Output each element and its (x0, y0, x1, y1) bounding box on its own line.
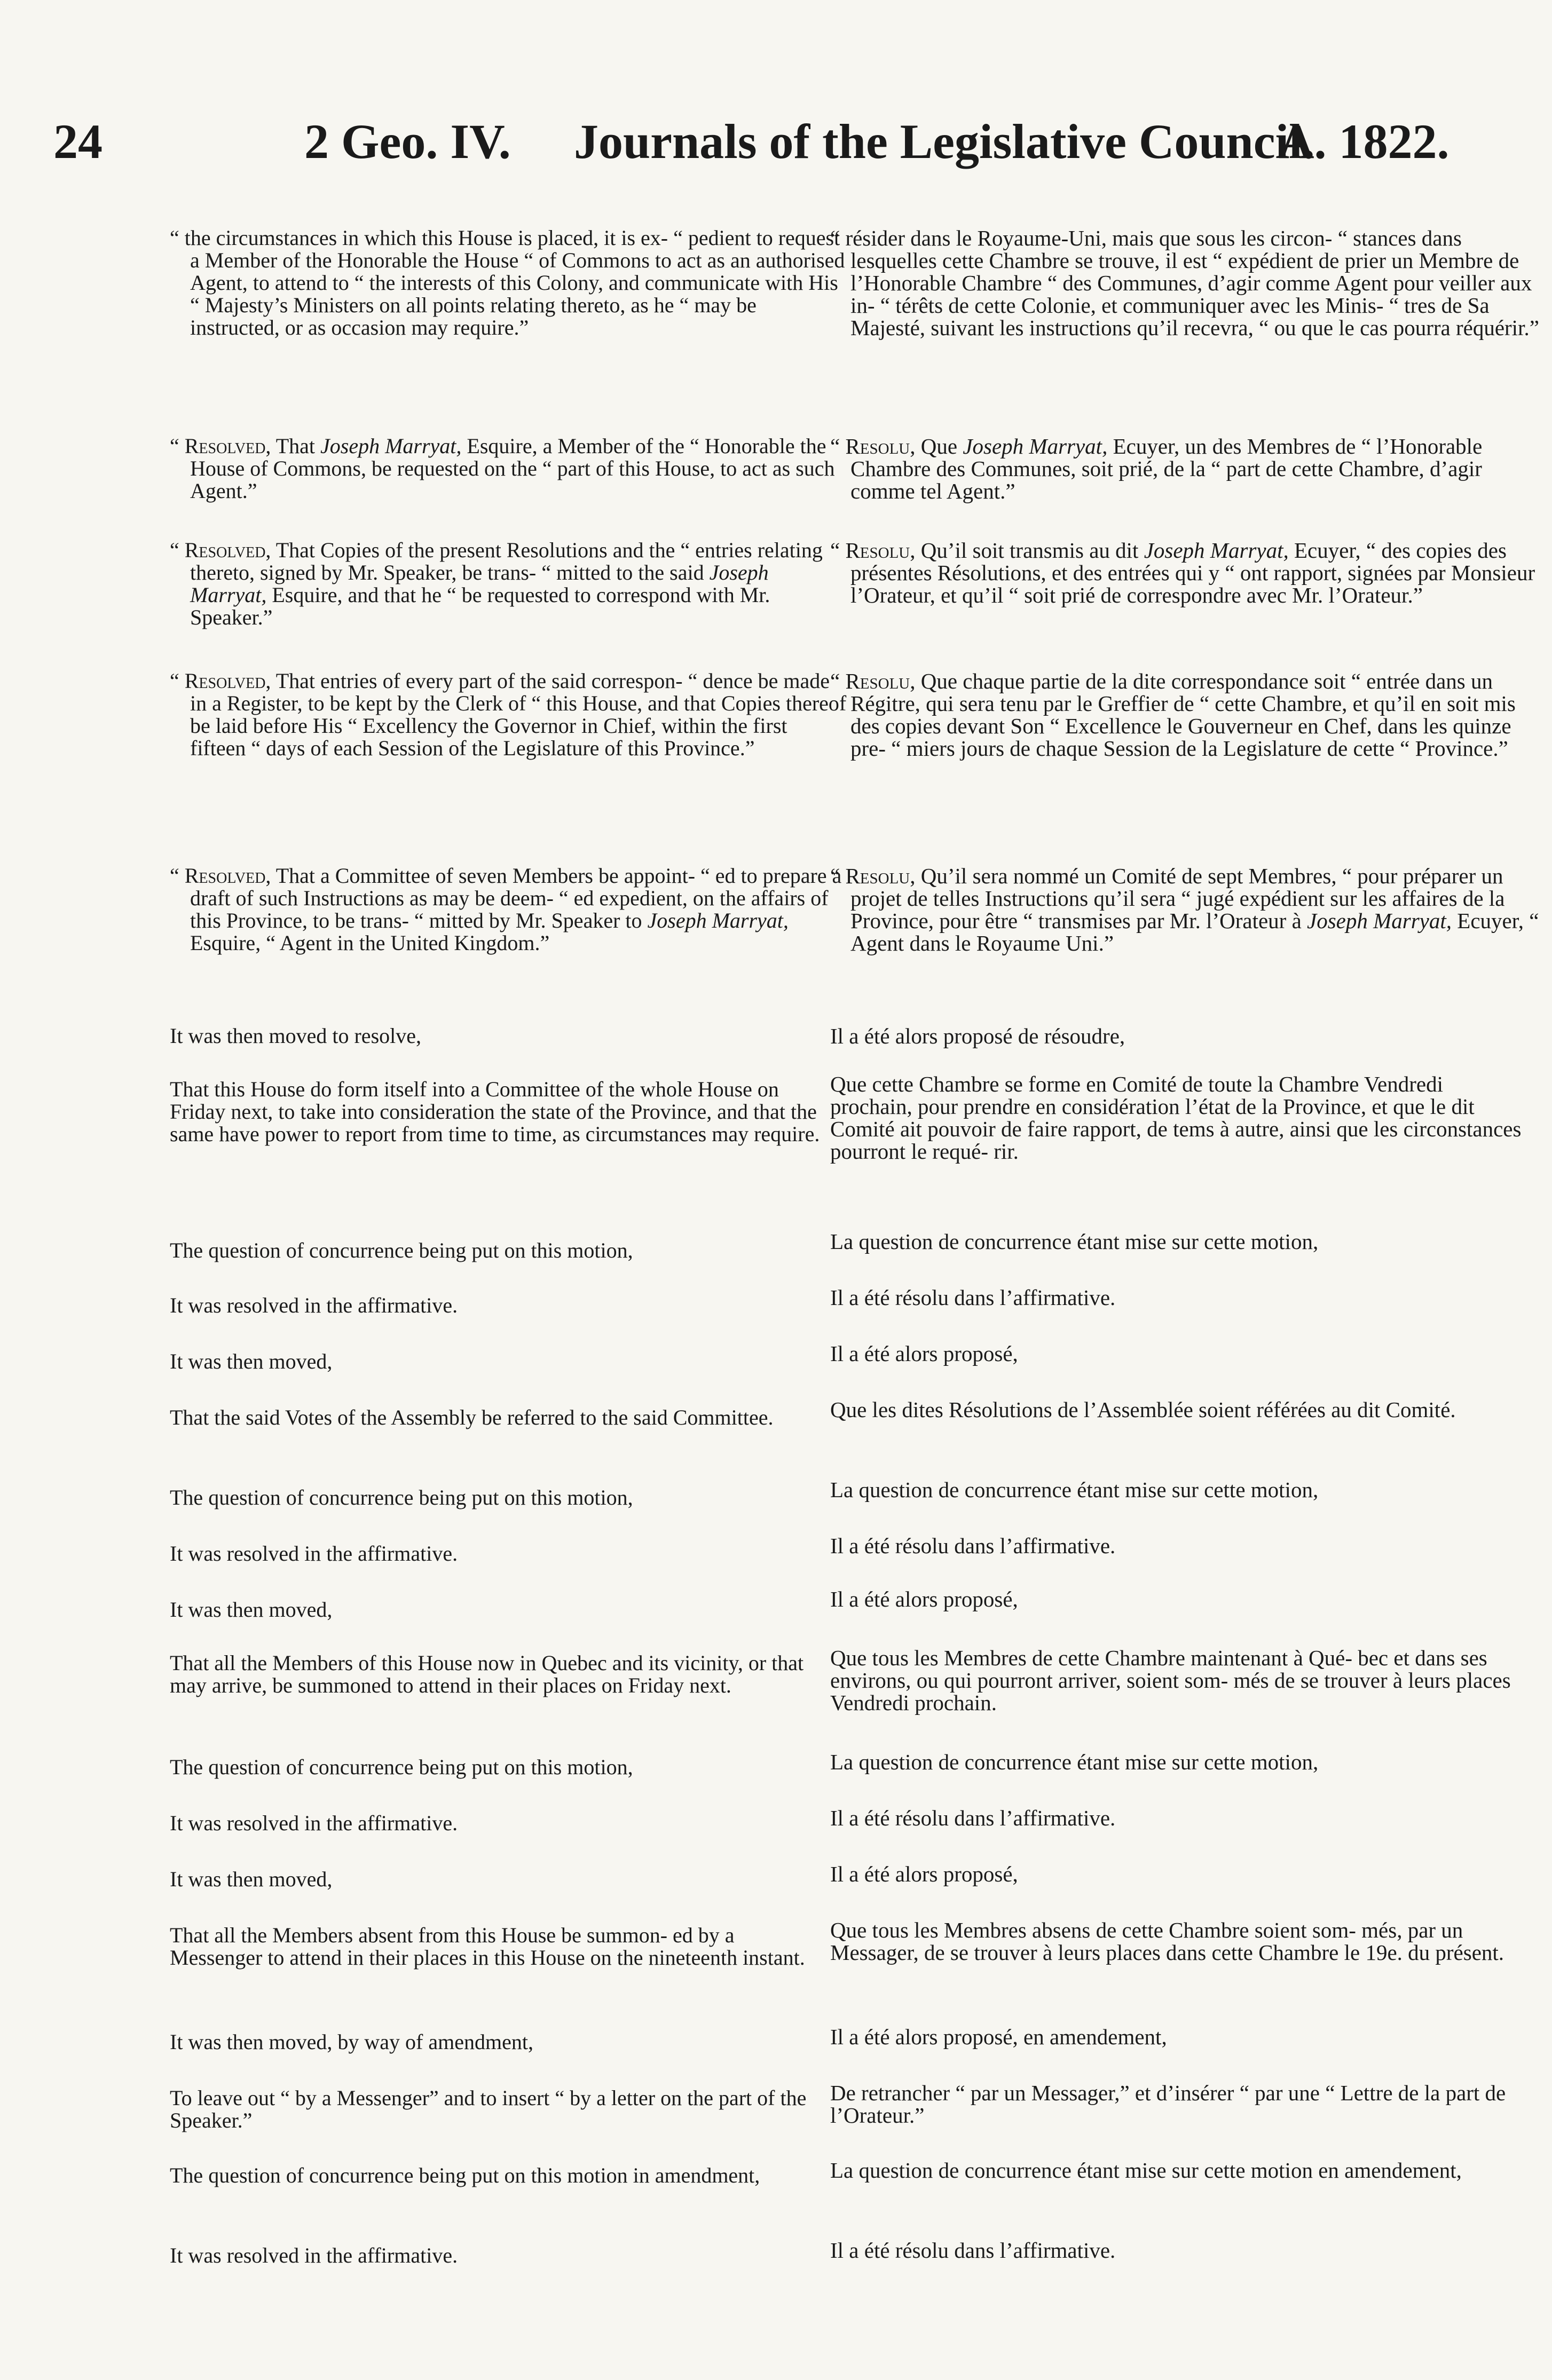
resolu-label: “ Resolu, (830, 434, 916, 458)
en-block-7: That this House do form itself into a Committee of the whole House on Friday next, to take into consideration the state of the Province, and that the same have power to report from time to time, as circumstances may require. (170, 1077, 820, 1146)
en-block-17: It was resolved in the affirmative. (170, 1811, 458, 1835)
en-block-15: That all the Members of this House now in Quebec and its vicinity, or that may arrive, be summoned to attend in their places on Friday next. (170, 1651, 804, 1697)
en-block-18: It was then moved, (170, 1867, 333, 1891)
fr-block-10: Il a été alors proposé, (830, 1341, 1018, 1366)
page-header (53, 109, 1506, 179)
resolu-label: “ Resolu, (830, 669, 916, 693)
fr-resolution-committee (830, 865, 1545, 954)
page-number: 24 (53, 114, 103, 169)
text: Esquire, “ Agent in the United Kingdom.” (190, 931, 550, 955)
text: Ecuyer, “ Agent dans le Royaume Uni.” (850, 908, 1539, 955)
fr-resolution-agent (830, 435, 1545, 502)
en-block-12: The question of concurrence being put on this motion, (170, 1485, 633, 1509)
person-name: Joseph Marryat, (1307, 908, 1452, 933)
en-resolution-agent (170, 435, 847, 502)
resolved-label: “ Resolved, (170, 538, 271, 562)
en-resolution-committee (170, 865, 847, 954)
text: That a Committee of seven Members be appoint- “ ed to prepare a draft of such Instructions as may be deem- “ ed expedient, on the affairs of this Province, to be trans- “ mitted by Mr. Speaker to (190, 864, 842, 932)
text: That (271, 434, 320, 458)
resolu-label: “ Resolu, (830, 864, 916, 888)
person-name: Joseph Marryat, (320, 434, 462, 458)
fr-block-16: La question de concurrence étant mise sur cette motion, (830, 1750, 1319, 1774)
text: Esquire, a Member of the “ Honorable the House of Commons, be requested on the “ part of this House, to act as such Agent.” (190, 434, 835, 503)
regnal-year: 2 Geo. IV. (304, 114, 511, 169)
resolu-label: “ Resolu, (830, 538, 916, 563)
en-block-1: “ the circumstances in which this House is placed, it is ex- “ pedient to request a Member of the Honorable the House “ of Commons to act as an authorised Agent, to attend to “ the interests of this Colony, and communicate with His “ Majesty’s Ministers on all points relating thereto, as he “ may be instructed, or as occasion may require.” (170, 226, 845, 339)
text: Esquire, and that he “ be requested to correspond with Mr. Speaker.” (190, 583, 770, 629)
fr-resolution-copies (830, 539, 1545, 606)
fr-block-14: Il a été alors proposé, (830, 1587, 1018, 1611)
text: Qu’il soit transmis au dit (915, 538, 1144, 563)
fr-resolution-register (830, 670, 1545, 760)
en-block-21: To leave out “ by a Messenger” and to insert “ by a letter on the part of the Speaker.” (170, 2086, 807, 2132)
resolved-label: “ Resolved, (170, 434, 271, 458)
fr-block-12: La question de concurrence étant mise sur cette motion, (830, 1477, 1319, 1502)
en-resolution-register (170, 670, 847, 760)
fr-block-19: Que tous les Membres absens de cette Chambre soient som- més, par un Messager, de se trouver à leurs places dans cette Chambre le 19e. du présent. (830, 1918, 1504, 1965)
en-block-8: The question of concurrence being put on this motion, (170, 1238, 633, 1262)
en-block-10: It was then moved, (170, 1349, 333, 1373)
en-block-9: It was resolved in the affirmative. (170, 1293, 458, 1317)
resolved-label: “ Resolved, (170, 864, 271, 888)
text: That entries of every part of the said correspon- “ dence be made in a Register, to be kept by the Clerk of “ this House, and that Copies thereof be laid before His “ Excellency the Governor in Chief, within the first fifteen “ days of each Session of the Legislature of this Province.” (190, 669, 847, 760)
en-block-14: It was then moved, (170, 1598, 333, 1622)
en-block-11: That the said Votes of the Assembly be referred to the said Committee. (170, 1405, 774, 1429)
resolved-label: “ Resolved, (170, 669, 271, 693)
text: Ecuyer, “ des copies des présentes Résolutions, et des entrées qui y “ ont rapport, signées par Monsieur l’Orateur, et qu’il “ soit prié de correspondre avec Mr. l’Orateur.” (850, 538, 1535, 607)
fr-block-17: Il a été résolu dans l’affirmative. (830, 1806, 1116, 1830)
fr-block-20: Il a été alors proposé, en amendement, (830, 2025, 1167, 2049)
person-name: Joseph Marryat, (1144, 538, 1289, 563)
fr-block-15: Que tous les Membres de cette Chambre maintenant à Qué- bec et dans ses environs, ou qui pourront arriver, soient som- més de se trouver à leurs places Vendredi prochain. (830, 1646, 1511, 1715)
en-block-16: The question of concurrence being put on this motion, (170, 1755, 633, 1779)
person-name: Joseph Marryat, (190, 560, 769, 607)
year: A. 1822. (1279, 114, 1449, 169)
person-name: Joseph Marryat, (647, 908, 789, 932)
fr-block-9: Il a été résolu dans l’affirmative. (830, 1285, 1116, 1310)
fr-block-23: Il a été résolu dans l’affirmative. (830, 2238, 1116, 2263)
fr-block-22: La question de concurrence étant mise sur cette motion en amendement, (830, 2158, 1462, 2183)
en-block-22: The question of concurrence being put on this motion in amendment, (170, 2163, 760, 2187)
fr-block-13: Il a été résolu dans l’affirmative. (830, 1533, 1116, 1558)
fr-block-18: Il a été alors proposé, (830, 1862, 1018, 1886)
text: Que (915, 434, 963, 458)
en-resolution-copies (170, 539, 847, 629)
fr-block-6: Il a été alors proposé de résoudre, (830, 1024, 1125, 1048)
en-block-20: It was then moved, by way of amendment, (170, 2030, 533, 2054)
fr-block-8: La question de concurrence étant mise sur cette motion, (830, 1229, 1319, 1254)
text: Ecuyer, un des Membres de “ l’Honorable Chambre des Communes, soit prié, de la “ part de cette Chambre, d’agir comme tel Agent.” (850, 434, 1483, 503)
en-block-19: That all the Members absent from this House be summon- ed by a Messenger to attend in their places in this House on the nineteenth instant. (170, 1923, 805, 1970)
person-name: Joseph Marryat, (963, 434, 1108, 458)
fr-block-21: De retrancher “ par un Messager,” et d’insérer “ par une “ Lettre de la part de l’Orateur.” (830, 2081, 1506, 2128)
text: Que chaque partie de la dite correspondance soit “ entrée dans un Régitre, qui sera tenu par le Greffier de “ cette Chambre, et qu’il en soit mis des copies devant Son “ Excellence le Gouverneur en Chef, dans les quinze pre- “ miers jours de chaque Session de la Legislature de cette “ Province.” (850, 669, 1516, 761)
en-block-13: It was resolved in the affirmative. (170, 1541, 458, 1565)
journal-title: Journals of the Legislative Council. (574, 114, 1315, 169)
text: Qu’il sera nommé un Comité de sept Membres, “ pour préparer un projet de telles Instructions qu’il sera “ jugé expédient sur les affaires de la Province, pour être “ transmises par Mr. l’Orateur à (850, 864, 1505, 933)
en-block-6: It was then moved to resolve, (170, 1024, 421, 1048)
en-block-23: It was resolved in the affirmative. (170, 2243, 458, 2267)
text: That Copies of the present Resolutions and the “ entries relating thereto, signed by Mr. Speaker, be trans- “ mitted to the said (190, 538, 823, 584)
fr-block-1: “ résider dans le Royaume-Uni, mais que sous les circon- “ stances dans lesquelles cette Chambre se trouve, il est “ expédient de prier un Membre de l’Honorable Chambre “ des Communes, d’agir comme Agent pour veiller aux in- “ térêts de cette Colonie, et communiquer avec les Minis- “ tres de Sa Majesté, suivant les instructions qu’il recevra, “ ou que le cas pourra réquérir.” (830, 226, 1539, 340)
fr-block-7: Que cette Chambre se forme en Comité de toute la Chambre Vendredi prochain, pour prendre en considération l’état de la Province, et que le dit Comité ait pouvoir de faire rapport, de tems à autre, ainsi que les circonstances pourront le requé- rir. (830, 1072, 1522, 1164)
fr-block-11: Que les dites Résolutions de l’Assemblée soient référées au dit Comité. (830, 1397, 1456, 1422)
